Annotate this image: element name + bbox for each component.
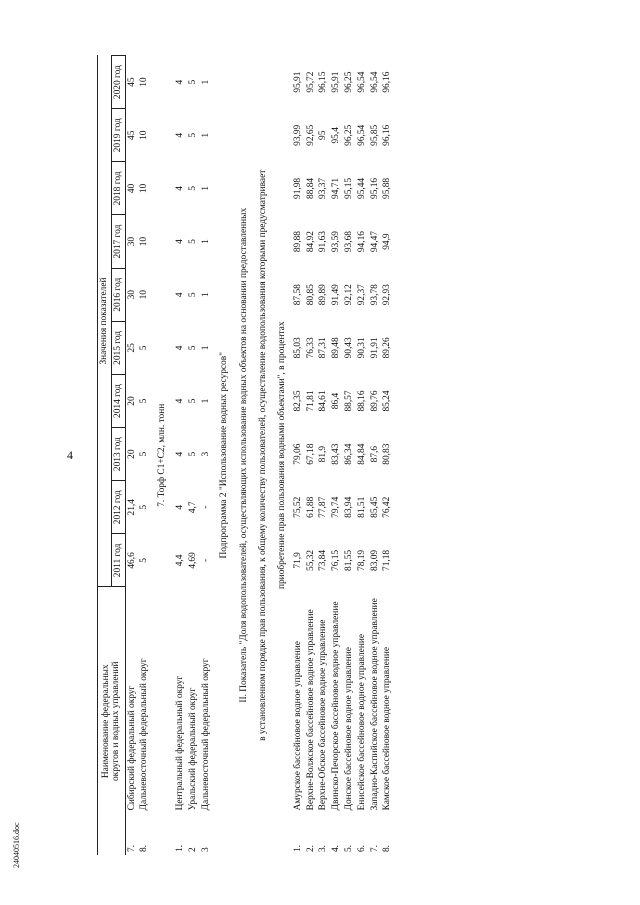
value-cell: 88,57: [344, 390, 354, 412]
row-number: 7.: [126, 844, 137, 852]
value-cell: 85,45: [369, 496, 380, 518]
value-cell: 73,84: [318, 549, 329, 571]
subprogram-title: Подпрограмма 2 "Использование водных ресурсов": [218, 352, 229, 559]
table-row: [138, 56, 151, 856]
value-cell: 87,31: [318, 337, 329, 359]
row-number: 3.: [318, 844, 329, 852]
value-cell: 92,37: [356, 284, 367, 306]
value-cell: 55,32: [305, 549, 316, 571]
value-cell: 95,91: [292, 71, 303, 93]
value-cell: 40: [126, 183, 137, 194]
value-cell: 30: [126, 236, 137, 247]
table-row: [330, 56, 343, 856]
value-cell: 81,55: [344, 549, 354, 571]
row-name: Верхне-Волжское бассейновое водное управление: [305, 609, 316, 811]
table-row: [305, 56, 318, 856]
row-number: 6.: [356, 844, 367, 852]
value-cell: 5: [187, 451, 198, 457]
value-cell: 10: [139, 130, 150, 140]
value-cell: 95,88: [382, 177, 393, 199]
row-name: Дальневосточный федеральный округ: [200, 658, 211, 811]
year-header: 2012 год: [111, 481, 125, 534]
table-body: [125, 56, 394, 856]
value-cell: 96,16: [382, 71, 393, 93]
row-name: Донское бассейновое водное управление: [344, 647, 354, 811]
indicator-text-line1: II. Показатель "Доля водопользователей, осуществляющих использование водных объектов на основании предоставленных: [239, 207, 250, 703]
value-cell: 95: [318, 130, 329, 140]
table-row: [317, 56, 330, 856]
section-heading-peat: 7. Торф С1+С2, млн. тонн: [157, 403, 168, 507]
value-cell: -: [200, 505, 211, 509]
value-cell: 61,88: [305, 496, 316, 518]
value-cell: 25: [126, 343, 137, 353]
name-column-header: [98, 587, 126, 855]
value-cell: 91,49: [331, 284, 342, 306]
row-number: 3: [200, 847, 211, 852]
value-cell: 1: [200, 132, 211, 138]
table-row: [356, 56, 369, 856]
value-cell: 94,9: [382, 233, 393, 250]
footer-filename: 24040516.doc: [12, 822, 21, 868]
row-name: Енисейское бассейновое водное управление: [356, 633, 367, 811]
table-row: [292, 56, 305, 856]
row-number: 7.: [369, 844, 380, 852]
value-cell: 87,6: [369, 445, 380, 463]
value-cell: 91,91: [369, 337, 380, 359]
year-header: 2018 год: [111, 162, 125, 215]
year-header: 2015 год: [111, 321, 125, 374]
value-cell: 5: [187, 345, 198, 351]
indicator-text-line1-row: [235, 56, 254, 856]
value-cell: 1: [200, 398, 211, 404]
value-cell: 96,25: [344, 71, 354, 93]
value-cell: 10: [139, 183, 150, 194]
rotated-document: [97, 55, 517, 855]
value-cell: 77,87: [318, 496, 329, 518]
value-cell: 1: [200, 345, 211, 351]
value-cell: 5: [139, 345, 150, 351]
year-header: 2017 год: [111, 215, 125, 268]
value-cell: 96,16: [382, 124, 393, 146]
row-number: 1.: [292, 844, 303, 852]
value-cell: 96,54: [356, 124, 367, 146]
value-cell: 46,6: [126, 552, 137, 569]
name-header-line2: округов и водных управлений: [111, 661, 122, 782]
value-cell: 80,85: [305, 284, 316, 306]
value-cell: 78,19: [356, 549, 367, 571]
value-cell: 4: [175, 79, 186, 85]
value-cell: 93,59: [331, 231, 342, 253]
row-number: 8.: [139, 844, 150, 852]
value-cell: 1: [200, 239, 211, 244]
value-cell: 5: [187, 398, 198, 404]
value-cell: 90,31: [356, 337, 367, 359]
row-name: Западно-Каспийское бассейновое водное управление: [369, 598, 380, 811]
value-cell: 4: [175, 451, 186, 457]
value-cell: 92,93: [382, 284, 393, 306]
value-cell: 88,16: [356, 390, 367, 412]
value-cell: 93,78: [369, 284, 380, 306]
value-cell: 92,65: [305, 124, 316, 146]
value-cell: 93,68: [344, 231, 354, 253]
row-name: Двинско-Печорское бассейновое водное управление: [331, 601, 342, 811]
value-cell: 4,7: [187, 501, 198, 514]
value-cell: 79,74: [331, 496, 342, 518]
value-cell: 71,9: [292, 552, 303, 569]
year-header: 2014 год: [111, 374, 125, 427]
value-cell: 82,35: [292, 390, 303, 412]
year-header: 2011 год: [111, 534, 125, 587]
value-cell: 4: [175, 292, 186, 298]
value-cell: 4,69: [187, 552, 198, 569]
value-cell: 95,44: [356, 177, 367, 199]
page-number: 4: [67, 448, 73, 462]
value-cell: 83,43: [331, 443, 342, 465]
value-cell: 80,83: [382, 443, 393, 465]
value-cell: 91,98: [292, 177, 303, 199]
value-cell: -: [200, 558, 211, 562]
value-cell: 87,58: [292, 284, 303, 306]
value-cell: 91,63: [318, 231, 329, 253]
value-cell: 94,71: [331, 177, 342, 199]
value-cell: 5: [187, 292, 198, 298]
value-cell: 5: [187, 239, 198, 244]
indicators-table: [97, 55, 394, 855]
value-cell: 86,4: [331, 392, 342, 410]
value-cell: 45: [126, 77, 137, 87]
table-row: [343, 56, 356, 856]
row-name: Уральский федеральный округ: [187, 687, 198, 811]
table-row: [125, 56, 138, 856]
value-cell: 89,89: [318, 284, 329, 306]
value-cell: 1: [200, 186, 211, 191]
value-cell: 4: [175, 398, 186, 404]
value-cell: 75,52: [292, 496, 303, 518]
value-cell: 95,4: [331, 127, 342, 144]
table-row: [200, 56, 213, 856]
value-cell: 20: [126, 449, 137, 459]
row-name: Сибирский федеральный округ: [126, 685, 137, 811]
value-cell: 79,06: [292, 443, 303, 465]
value-cell: 76,33: [305, 337, 316, 359]
row-name: Центральный федеральный округ: [175, 675, 186, 811]
value-cell: 5: [139, 398, 150, 404]
table-row: [381, 56, 394, 856]
value-cell: 95,16: [369, 177, 380, 199]
value-cell: 5: [187, 132, 198, 138]
value-cell: 4,4: [175, 554, 186, 567]
value-cell: 92,12: [344, 284, 354, 306]
value-cell: 84,92: [305, 231, 316, 253]
value-cell: 81,51: [356, 496, 367, 518]
value-cell: 4: [175, 504, 186, 510]
value-cell: 5: [139, 451, 150, 457]
value-cell: 4: [175, 239, 186, 244]
values-group-header: Значения показателей: [98, 56, 112, 587]
value-cell: 45: [126, 130, 137, 140]
year-header: 2013 год: [111, 428, 125, 481]
value-cell: 4: [175, 186, 186, 191]
value-cell: 84,84: [356, 443, 367, 465]
value-cell: 5: [187, 79, 198, 85]
indicator-text-line3: приобретение прав пользования водными объектами", в процентах: [276, 321, 287, 590]
value-cell: 85,03: [292, 337, 303, 359]
year-header: 2019 год: [111, 109, 125, 162]
value-cell: 85,24: [382, 390, 393, 412]
table-row: [369, 56, 382, 856]
value-cell: 95,85: [369, 124, 380, 146]
indicator-text-line2: в установленном порядке прав пользования, к общему количеству пользователей, осуществление водопользования которыми предусматривает: [258, 169, 269, 741]
year-header: 2016 год: [111, 268, 125, 321]
indicator-text-line2-row: [254, 56, 273, 856]
value-cell: 89,48: [331, 337, 342, 359]
value-cell: 86,34: [344, 443, 354, 465]
row-name: Верхне-Обское бассейновое водное управление: [318, 619, 329, 811]
value-cell: 76,42: [382, 496, 393, 518]
row-name: Камское бассейновое водное управление: [382, 646, 393, 811]
value-cell: 3: [200, 451, 211, 457]
value-cell: 10: [139, 77, 150, 87]
subprogram-title-row: [213, 56, 236, 856]
row-number: 2: [187, 847, 198, 852]
value-cell: 5: [187, 186, 198, 191]
row-number: 8.: [382, 844, 393, 852]
value-cell: 96,54: [356, 71, 367, 93]
value-cell: 88,84: [305, 177, 316, 199]
value-cell: 1: [200, 292, 211, 298]
value-cell: 95,91: [331, 71, 342, 93]
value-cell: 30: [126, 290, 137, 300]
row-number: 4.: [331, 844, 342, 852]
row-name: Амурское бассейновое водное управление: [292, 641, 303, 811]
value-cell: 10: [139, 290, 150, 300]
value-cell: 21,4: [126, 499, 137, 516]
name-header-line1: Наименование федеральных: [100, 664, 111, 779]
indicator-text-line3-row: [273, 56, 292, 856]
value-cell: 67,18: [305, 443, 316, 465]
value-cell: 5: [139, 558, 150, 563]
value-cell: 4: [175, 345, 186, 351]
value-cell: 95,72: [305, 71, 316, 93]
value-cell: 94,16: [356, 231, 367, 253]
row-number: 5.: [344, 844, 354, 852]
value-cell: 89,88: [292, 231, 303, 253]
value-cell: 1: [200, 79, 211, 85]
row-number: 1.: [175, 844, 186, 852]
value-cell: 71,81: [305, 390, 316, 412]
value-cell: 84,61: [318, 390, 329, 412]
row-number: 2.: [305, 844, 316, 852]
value-cell: 95,15: [344, 177, 354, 199]
value-cell: 89,76: [369, 390, 380, 412]
value-cell: 93,37: [318, 177, 329, 199]
value-cell: 4: [175, 132, 186, 138]
value-cell: 96,54: [369, 71, 380, 93]
value-cell: 20: [126, 396, 137, 406]
value-cell: 83,94: [344, 496, 354, 518]
value-cell: 71,18: [382, 549, 393, 571]
table-row: [187, 56, 200, 856]
value-cell: 94,47: [369, 231, 380, 253]
value-cell: 10: [139, 236, 150, 247]
table-row: [174, 56, 187, 856]
value-cell: 96,25: [344, 124, 354, 146]
section-heading-peat-row: [151, 56, 174, 856]
value-cell: 89,26: [382, 337, 393, 359]
value-cell: 96,15: [318, 71, 329, 93]
value-cell: 93,99: [292, 124, 303, 146]
year-header: 2020 год: [111, 56, 125, 109]
value-cell: 90,43: [344, 337, 354, 359]
value-cell: 5: [139, 504, 150, 510]
row-name: Дальневосточный федеральный округ: [139, 658, 150, 811]
value-cell: 83,09: [369, 549, 380, 571]
value-cell: 81,9: [318, 445, 329, 463]
value-cell: 76,15: [331, 549, 342, 571]
